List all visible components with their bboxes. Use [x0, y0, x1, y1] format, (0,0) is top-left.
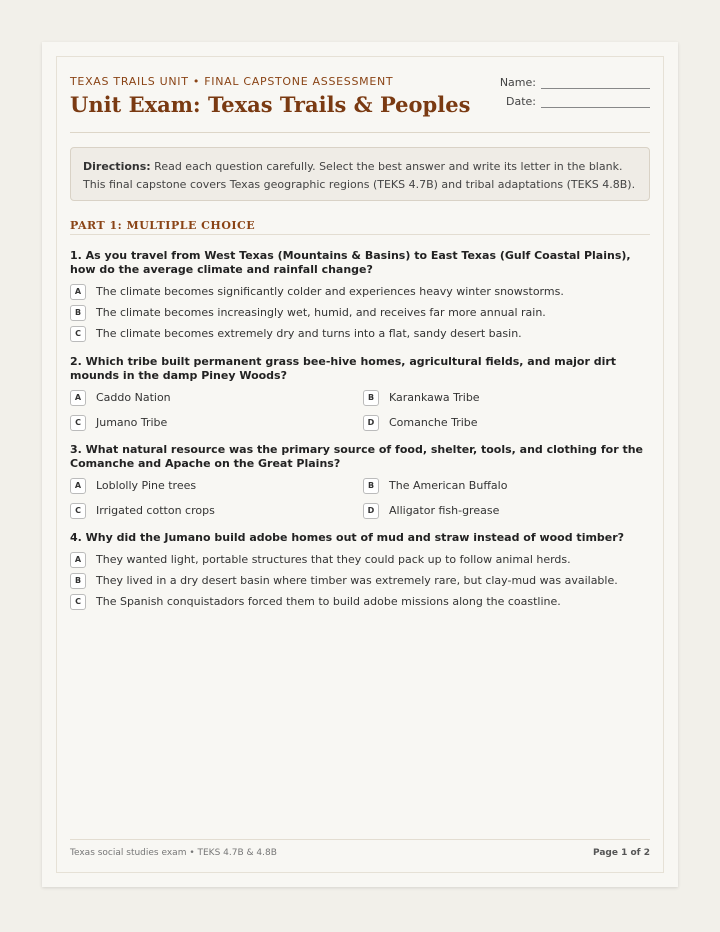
exam-page [42, 42, 678, 887]
question-1 [70, 249, 650, 344]
answer-option[interactable] [70, 302, 650, 323]
option-letter-badge: A [70, 390, 86, 406]
answer-option[interactable] [70, 387, 363, 408]
date-label: Date: [506, 95, 536, 108]
option-letter-badge: C [70, 503, 86, 519]
part-1-heading: PART 1: MULTIPLE CHOICE [70, 219, 650, 235]
option-text: Alligator fish-grease [389, 504, 500, 517]
option-text: The Spanish conquistadors forced them to build adobe missions along the coastline. [96, 595, 561, 608]
option-letter-badge: B [70, 573, 86, 589]
page-footer [70, 839, 650, 858]
answer-option[interactable] [363, 475, 650, 496]
option-letter-badge: C [70, 594, 86, 610]
header-divider [70, 132, 650, 133]
option-text: The American Buffalo [389, 479, 508, 492]
answer-options [70, 549, 650, 612]
option-letter-badge: C [70, 326, 86, 342]
question-2 [70, 355, 650, 433]
option-letter-badge: A [70, 478, 86, 494]
name-line [490, 70, 650, 89]
question-text: 2. Which tribe built permanent grass bee-hive homes, agricultural fields, and major dirt mounds in the damp Piney Woods? [70, 355, 617, 382]
option-text: The climate becomes increasingly wet, humid, and receives far more annual rain. [96, 306, 546, 319]
option-text: Karankawa Tribe [389, 391, 480, 404]
date-line [490, 89, 650, 108]
option-letter-badge: D [363, 503, 379, 519]
option-text: Loblolly Pine trees [96, 479, 197, 492]
question-text: 3. What natural resource was the primary source of food, shelter, tools, and clothing for the Comanche and Apache on the Great Plains? [70, 443, 644, 470]
answer-option[interactable] [70, 591, 650, 612]
directions-label: Directions: [83, 160, 151, 173]
option-letter-badge: A [70, 552, 86, 568]
option-text: Irrigated cotton crops [96, 504, 215, 517]
answer-options [70, 475, 650, 521]
question-4 [70, 531, 650, 612]
question-text: 4. Why did the Jumano build adobe homes out of mud and straw instead of wood timber? [70, 531, 625, 544]
option-text: They wanted light, portable structures that they could pack up to follow animal herds. [96, 553, 571, 566]
option-letter-badge: A [70, 284, 86, 300]
answer-option[interactable] [70, 323, 650, 344]
option-text: Jumano Tribe [96, 416, 168, 429]
name-date-box [490, 70, 650, 108]
option-text: The climate becomes significantly colder and experiences heavy winter snowstorms. [96, 285, 564, 298]
option-letter-badge: D [363, 415, 379, 431]
directions-box [70, 147, 650, 201]
option-text: Comanche Tribe [389, 416, 478, 429]
page-title: Unit Exam: Texas Trails & Peoples [70, 92, 471, 117]
question-3 [70, 443, 650, 521]
option-letter-badge: B [363, 478, 379, 494]
answer-option[interactable] [70, 500, 363, 521]
answer-option[interactable] [70, 549, 650, 570]
answer-option[interactable] [363, 387, 650, 408]
name-label: Name: [499, 76, 536, 89]
page-border [56, 56, 664, 873]
option-letter-badge: B [363, 390, 379, 406]
answer-options [70, 281, 650, 344]
unit-eyebrow: TEXAS TRAILS UNIT • FINAL CAPSTONE ASSESSMENT [70, 75, 394, 88]
answer-option[interactable] [70, 281, 650, 302]
answer-options [70, 387, 650, 433]
option-letter-badge: B [70, 305, 86, 321]
question-text: 1. As you travel from West Texas (Mountains & Basins) to East Texas (Gulf Coastal Plains), how do the average climate and rainfall change? [70, 249, 631, 276]
answer-option[interactable] [70, 412, 363, 433]
option-letter-badge: C [70, 415, 86, 431]
date-blank[interactable] [541, 93, 650, 108]
name-blank[interactable] [541, 74, 650, 89]
answer-option[interactable] [70, 570, 650, 591]
answer-option[interactable] [363, 412, 650, 433]
option-text: The climate becomes extremely dry and turns into a flat, sandy desert basin. [96, 327, 522, 340]
option-text: Caddo Nation [96, 391, 171, 404]
answer-option[interactable] [70, 475, 363, 496]
footer-course-info: Texas social studies exam • TEKS 4.7B & 4.8B [70, 848, 277, 858]
page-number: Page 1 of 2 [593, 848, 650, 858]
answer-option[interactable] [363, 500, 650, 521]
option-text: They lived in a dry desert basin where timber was extremely rare, but clay-mud was available. [96, 574, 618, 587]
directions-text: Read each question carefully. Select the best answer and write its letter in the blank. This final capstone covers Texas geographic regions (TEKS 4.7B) and tribal adaptations (TEKS 4.8B). [83, 160, 636, 191]
